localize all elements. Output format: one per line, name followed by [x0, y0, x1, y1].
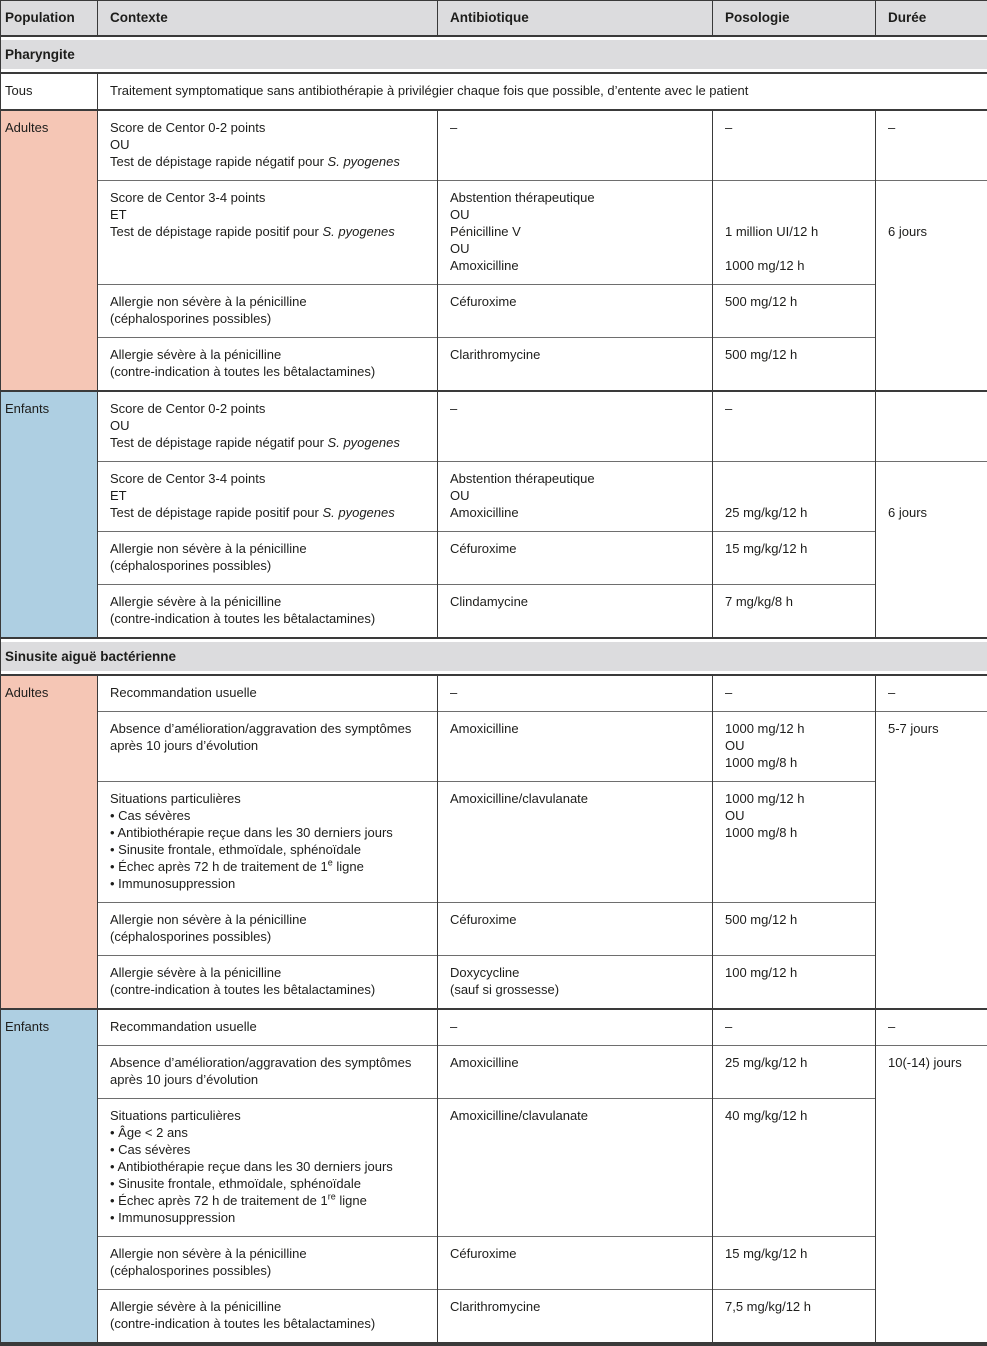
text-line: 6 jours [888, 504, 977, 521]
text-line: 500 mg/12 h [725, 346, 865, 363]
text-line: • Immunosuppression [110, 1209, 427, 1226]
posologie-cell [713, 675, 876, 712]
antibiotique-cell [438, 181, 713, 285]
text-line: • Âge < 2 ans [110, 1124, 427, 1141]
text-line: • Immunosuppression [110, 875, 427, 892]
text-segment: • Échec après 72 h de traitement de 1 [110, 1193, 328, 1208]
contexte-cell [98, 338, 438, 392]
text-line [110, 1192, 427, 1209]
text-line: Allergie non sévère à la pénicilline [110, 540, 427, 557]
text-line: – [888, 119, 977, 136]
column-header-posologie: Posologie [713, 1, 876, 37]
text-line: • Sinusite frontale, ethmoïdale, sphénoïdale [110, 1175, 427, 1192]
text-line: OU [450, 487, 702, 504]
contexte-cell [98, 1237, 438, 1290]
column-header-population: Population [1, 1, 98, 37]
text-line: OU [450, 206, 702, 223]
table-row [1, 675, 987, 712]
table-row [1, 712, 987, 782]
section-header-row [1, 638, 987, 675]
text-line [725, 487, 865, 504]
contexte-cell [98, 73, 987, 110]
italic-text: S. pyogenes [322, 505, 394, 520]
text-line: Abstention thérapeutique [450, 470, 702, 487]
text-line: • Antibiothérapie reçue dans les 30 derniers jours [110, 824, 427, 841]
text-line: Situations particulières [110, 790, 427, 807]
text-line: Amoxicilline [450, 257, 702, 274]
antibiotique-cell [438, 585, 713, 639]
text-line: – [725, 684, 865, 701]
text-line: • Cas sévères [110, 807, 427, 824]
text-line [725, 470, 865, 487]
antibiotique-cell [438, 712, 713, 782]
text-line: Allergie sévère à la pénicilline [110, 346, 427, 363]
text-line: • Cas sévères [110, 1141, 427, 1158]
antibiotique-cell [438, 285, 713, 338]
text-line: Céfuroxime [450, 1245, 702, 1262]
antibiotique-cell [438, 338, 713, 392]
text-line: Clindamycine [450, 593, 702, 610]
text-line: Allergie non sévère à la pénicilline [110, 293, 427, 310]
text-segment: • Échec après 72 h de traitement de 1 [110, 859, 328, 874]
text-line: OU [110, 136, 427, 153]
posologie-cell [713, 532, 876, 585]
text-line: Allergie non sévère à la pénicilline [110, 911, 427, 928]
duree-cell [876, 391, 987, 462]
text-line: 6 jours [888, 223, 977, 240]
table-row [1, 110, 987, 181]
contexte-cell [98, 532, 438, 585]
table-header [1, 1, 987, 37]
contexte-cell [98, 462, 438, 532]
text-segment: Test de dépistage rapide positif pour [110, 505, 322, 520]
posologie-cell [713, 285, 876, 338]
text-line: – [450, 119, 702, 136]
text-line: OU [450, 240, 702, 257]
table-row [1, 956, 987, 1010]
contexte-cell [98, 181, 438, 285]
text-line: • Antibiothérapie reçue dans les 30 derniers jours [110, 1158, 427, 1175]
text-line: 15 mg/kg/12 h [725, 1245, 865, 1262]
section-header-sinusite-aigue-bacterienne: Sinusite aiguë bactérienne [1, 638, 987, 675]
posologie-cell [713, 181, 876, 285]
posologie-cell [713, 110, 876, 181]
text-line [888, 487, 977, 504]
text-line: Score de Centor 3-4 points [110, 189, 427, 206]
text-line: Absence d’amélioration/aggravation des symptômes [110, 1054, 427, 1071]
text-line: Absence d’amélioration/aggravation des symptômes [110, 720, 427, 737]
column-header-antibiotique: Antibiotique [438, 1, 713, 37]
duree-cell [876, 1009, 987, 1046]
italic-text: S. pyogenes [328, 435, 400, 450]
contexte-cell [98, 903, 438, 956]
posologie-cell [713, 903, 876, 956]
population-cell-tous: Tous [1, 73, 98, 110]
text-line [725, 206, 865, 223]
text-line: (céphalosporines possibles) [110, 1262, 427, 1279]
population-cell-enfants: Enfants [1, 391, 98, 638]
text-line: OU [110, 417, 427, 434]
text-line [725, 189, 865, 206]
antibiotique-cell [438, 532, 713, 585]
text-line: Amoxicilline/clavulanate [450, 1107, 702, 1124]
table-row [1, 782, 987, 903]
contexte-cell [98, 585, 438, 639]
text-line: Amoxicilline/clavulanate [450, 790, 702, 807]
text-line: Amoxicilline [450, 504, 702, 521]
text-line: Clarithromycine [450, 1298, 702, 1315]
text-line: 25 mg/kg/12 h [725, 504, 865, 521]
contexte-cell [98, 110, 438, 181]
text-line: 1000 mg/12 h [725, 790, 865, 807]
text-line: Score de Centor 3-4 points [110, 470, 427, 487]
posologie-cell [713, 782, 876, 903]
text-line: 7 mg/kg/8 h [725, 593, 865, 610]
text-line: 7,5 mg/kg/12 h [725, 1298, 865, 1315]
text-line: ET [110, 487, 427, 504]
text-line: Allergie sévère à la pénicilline [110, 593, 427, 610]
text-line: Céfuroxime [450, 293, 702, 310]
text-line: Recommandation usuelle [110, 684, 427, 701]
text-line: 40 mg/kg/12 h [725, 1107, 865, 1124]
table-row [1, 1290, 987, 1345]
antibiotique-cell [438, 1046, 713, 1099]
text-line: 1000 mg/8 h [725, 824, 865, 841]
column-header-duree: Durée [876, 1, 987, 37]
text-line: Amoxicilline [450, 1054, 702, 1071]
text-line: Score de Centor 0-2 points [110, 400, 427, 417]
table-row [1, 903, 987, 956]
posologie-cell [713, 1046, 876, 1099]
text-line: 1 million UI/12 h [725, 223, 865, 240]
duree-cell [876, 181, 987, 392]
text-line: (céphalosporines possibles) [110, 557, 427, 574]
table-row [1, 462, 987, 532]
antibiotique-cell [438, 903, 713, 956]
posologie-cell [713, 1009, 876, 1046]
posologie-cell [713, 338, 876, 392]
table-row [1, 338, 987, 392]
table-row [1, 181, 987, 285]
text-line: Allergie sévère à la pénicilline [110, 964, 427, 981]
text-line [110, 153, 427, 170]
antibiotique-cell [438, 462, 713, 532]
text-segment: Test de dépistage rapide positif pour [110, 224, 322, 239]
text-line: OU [725, 807, 865, 824]
contexte-cell [98, 1290, 438, 1345]
text-line: – [888, 684, 977, 701]
text-line [725, 240, 865, 257]
table-row [1, 1009, 987, 1046]
text-line [888, 189, 977, 206]
text-line: après 10 jours d’évolution [110, 1071, 427, 1088]
column-header-contexte: Contexte [98, 1, 438, 37]
text-segment: Test de dépistage rapide négatif pour [110, 435, 328, 450]
text-line: Situations particulières [110, 1107, 427, 1124]
table-body [1, 36, 987, 1344]
posologie-cell [713, 1237, 876, 1290]
posologie-cell [713, 585, 876, 639]
text-line: Amoxicilline [450, 720, 702, 737]
table-row [1, 391, 987, 462]
posologie-cell [713, 956, 876, 1010]
text-line: 500 mg/12 h [725, 293, 865, 310]
text-line: Céfuroxime [450, 540, 702, 557]
duree-cell [876, 1046, 987, 1345]
text-line [110, 223, 427, 240]
population-cell-adultes: Adultes [1, 675, 98, 1009]
text-line: – [450, 684, 702, 701]
text-line: Abstention thérapeutique [450, 189, 702, 206]
text-line: Recommandation usuelle [110, 1018, 427, 1035]
text-line: • Sinusite frontale, ethmoïdale, sphénoïdale [110, 841, 427, 858]
text-line: – [888, 1018, 977, 1035]
text-line: Pénicilline V [450, 223, 702, 240]
text-line: 500 mg/12 h [725, 911, 865, 928]
italic-text: S. pyogenes [328, 154, 400, 169]
table-row [1, 1237, 987, 1290]
antibiotique-cell [438, 1099, 713, 1237]
contexte-cell [98, 391, 438, 462]
text-line [110, 434, 427, 451]
text-line: Allergie sévère à la pénicilline [110, 1298, 427, 1315]
text-line: (contre-indication à toutes les bêtalactamines) [110, 981, 427, 998]
superscript-text: re [328, 1192, 336, 1202]
contexte-cell [98, 1009, 438, 1046]
posologie-cell [713, 391, 876, 462]
table-row [1, 585, 987, 639]
population-cell-enfants: Enfants [1, 1009, 98, 1344]
text-line: 1000 mg/8 h [725, 754, 865, 771]
table-row [1, 1099, 987, 1237]
text-line: (contre-indication à toutes les bêtalactamines) [110, 363, 427, 380]
text-line: 25 mg/kg/12 h [725, 1054, 865, 1071]
text-line: Score de Centor 0-2 points [110, 119, 427, 136]
table-header-row [1, 1, 987, 37]
text-line: 100 mg/12 h [725, 964, 865, 981]
population-cell-adultes: Adultes [1, 110, 98, 391]
text-line: (contre-indication à toutes les bêtalactamines) [110, 610, 427, 627]
text-segment: ligne [333, 859, 364, 874]
posologie-cell [713, 712, 876, 782]
antibiotique-cell [438, 1009, 713, 1046]
text-line: OU [725, 737, 865, 754]
text-line: Clarithromycine [450, 346, 702, 363]
text-segment: Test de dépistage rapide négatif pour [110, 154, 328, 169]
text-line: ET [110, 206, 427, 223]
posologie-cell [713, 1099, 876, 1237]
text-line: (contre-indication à toutes les bêtalactamines) [110, 1315, 427, 1332]
antibiotique-cell [438, 782, 713, 903]
antibiotique-cell [438, 675, 713, 712]
contexte-cell [98, 1099, 438, 1237]
contexte-cell [98, 712, 438, 782]
superscript-text: e [328, 858, 333, 868]
text-line: 15 mg/kg/12 h [725, 540, 865, 557]
text-line: (sauf si grossesse) [450, 981, 702, 998]
text-line: Traitement symptomatique sans antibiothérapie à privilégier chaque fois que possible, d’entente avec le patient [110, 82, 977, 99]
antibiotique-cell [438, 391, 713, 462]
text-line: – [450, 1018, 702, 1035]
italic-text: S. pyogenes [322, 224, 394, 239]
text-line: Allergie non sévère à la pénicilline [110, 1245, 427, 1262]
antibiotique-cell [438, 110, 713, 181]
contexte-cell [98, 782, 438, 903]
text-line: – [725, 119, 865, 136]
text-line: Céfuroxime [450, 911, 702, 928]
text-line: Doxycycline [450, 964, 702, 981]
posologie-cell [713, 1290, 876, 1345]
text-segment: ligne [336, 1193, 367, 1208]
contexte-cell [98, 1046, 438, 1099]
text-line [110, 504, 427, 521]
antibiotique-cell [438, 956, 713, 1010]
duree-cell [876, 110, 987, 181]
contexte-cell [98, 285, 438, 338]
duree-cell [876, 675, 987, 712]
contexte-cell [98, 675, 438, 712]
section-header-row [1, 36, 987, 73]
table-row [1, 532, 987, 585]
antibiotique-cell [438, 1290, 713, 1345]
text-line [888, 470, 977, 487]
text-line: 1000 mg/12 h [725, 257, 865, 274]
duree-cell [876, 462, 987, 639]
table-row [1, 73, 987, 110]
section-header-pharyngite: Pharyngite [1, 36, 987, 73]
posologie-cell [713, 462, 876, 532]
duree-cell [876, 712, 987, 1010]
text-line [110, 858, 427, 875]
text-line: après 10 jours d’évolution [110, 737, 427, 754]
text-line: (céphalosporines possibles) [110, 310, 427, 327]
text-line: – [725, 400, 865, 417]
text-line: – [725, 1018, 865, 1035]
text-line: 10(-14) jours [888, 1054, 977, 1071]
contexte-cell [98, 956, 438, 1010]
text-line: 5-7 jours [888, 720, 977, 737]
table-row [1, 285, 987, 338]
text-line: – [450, 400, 702, 417]
text-line: (céphalosporines possibles) [110, 928, 427, 945]
text-line [888, 206, 977, 223]
table-row [1, 1046, 987, 1099]
antibiotique-cell [438, 1237, 713, 1290]
text-line: 1000 mg/12 h [725, 720, 865, 737]
